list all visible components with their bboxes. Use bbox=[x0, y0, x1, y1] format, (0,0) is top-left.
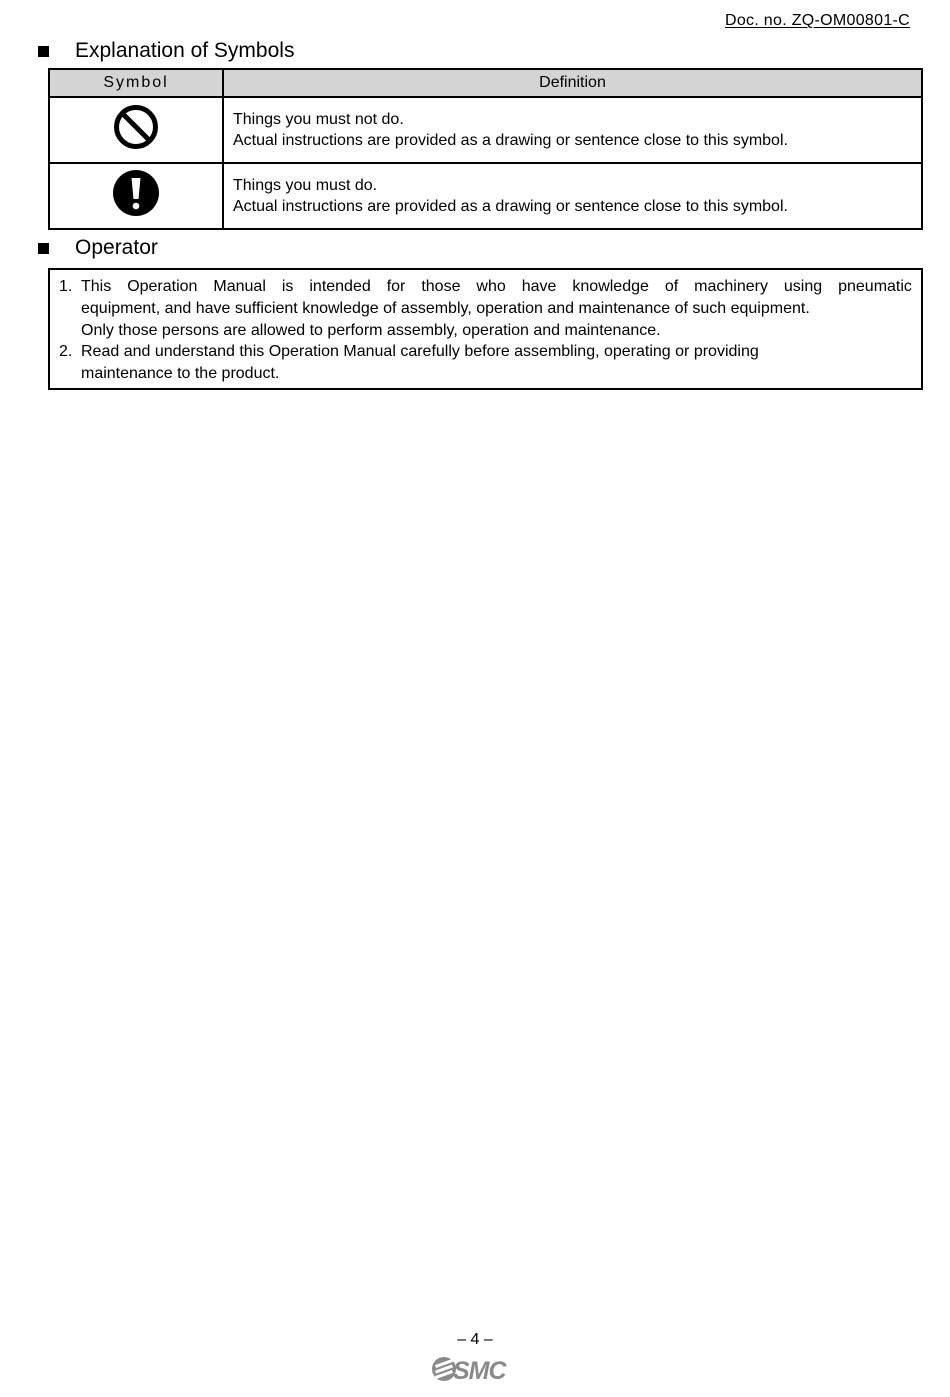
word: who bbox=[476, 278, 506, 295]
list-item-line: Read and understand this Operation Manual carefully before assembling, operating or providing bbox=[81, 343, 759, 361]
definition-cell bbox=[223, 97, 922, 163]
word: using bbox=[783, 278, 823, 295]
word: Operation bbox=[127, 278, 198, 295]
document-number: Doc. no. ZQ-OM00801-C bbox=[724, 12, 910, 29]
table-header-row bbox=[49, 69, 922, 97]
word: pneumatic bbox=[838, 278, 912, 295]
word: intended bbox=[309, 278, 371, 295]
symbols-table bbox=[48, 68, 923, 230]
table-row bbox=[49, 163, 922, 229]
word: have bbox=[521, 278, 557, 295]
word: Manual bbox=[213, 278, 266, 295]
page-number: – 4 – bbox=[457, 1331, 493, 1348]
section-title: Explanation of Symbols bbox=[75, 39, 295, 62]
word: of bbox=[664, 278, 679, 295]
definition-cell bbox=[223, 163, 922, 229]
word: machinery bbox=[694, 278, 768, 295]
list-item-number: 1. bbox=[59, 278, 73, 295]
section-title: Operator bbox=[75, 236, 158, 259]
word: for bbox=[386, 278, 406, 295]
list-item-line: Only those persons are allowed to perform assembly, operation and maintenance. bbox=[81, 321, 661, 339]
list-item bbox=[50, 276, 921, 341]
section-heading-symbols bbox=[38, 39, 294, 63]
symbol-cell bbox=[49, 163, 223, 229]
definition-line: Things you must do. bbox=[233, 177, 378, 194]
word: This bbox=[81, 278, 112, 295]
definition-line: Things you must not do. bbox=[233, 111, 404, 128]
operator-box bbox=[48, 268, 923, 390]
word: is bbox=[281, 278, 294, 295]
list-item bbox=[50, 341, 921, 385]
list-item-line: equipment, and have sufficient knowledge of assembly, operation and maintenance of such equipment. bbox=[81, 299, 810, 317]
definition-line: Actual instructions are provided as a drawing or sentence close to this symbol. bbox=[233, 198, 788, 215]
list-item-line: maintenance to the product. bbox=[81, 365, 280, 383]
smc-logo-icon bbox=[430, 1354, 518, 1384]
word: those bbox=[421, 278, 461, 295]
column-header-symbol: Symbol bbox=[49, 69, 223, 97]
square-bullet-icon bbox=[38, 243, 49, 254]
section-heading-operator bbox=[38, 236, 158, 260]
square-bullet-icon bbox=[38, 46, 49, 57]
list-item-number: 2. bbox=[59, 343, 73, 361]
table-row bbox=[49, 97, 922, 163]
symbol-cell bbox=[49, 97, 223, 163]
justified-line bbox=[81, 276, 912, 298]
mandatory-action-icon bbox=[112, 169, 160, 217]
svg-text:SMC: SMC bbox=[453, 1357, 506, 1384]
definition-line: Actual instructions are provided as a drawing or sentence close to this symbol. bbox=[233, 132, 788, 149]
column-header-definition: Definition bbox=[223, 69, 922, 97]
word: knowledge bbox=[572, 278, 649, 295]
prohibition-icon bbox=[112, 103, 160, 151]
